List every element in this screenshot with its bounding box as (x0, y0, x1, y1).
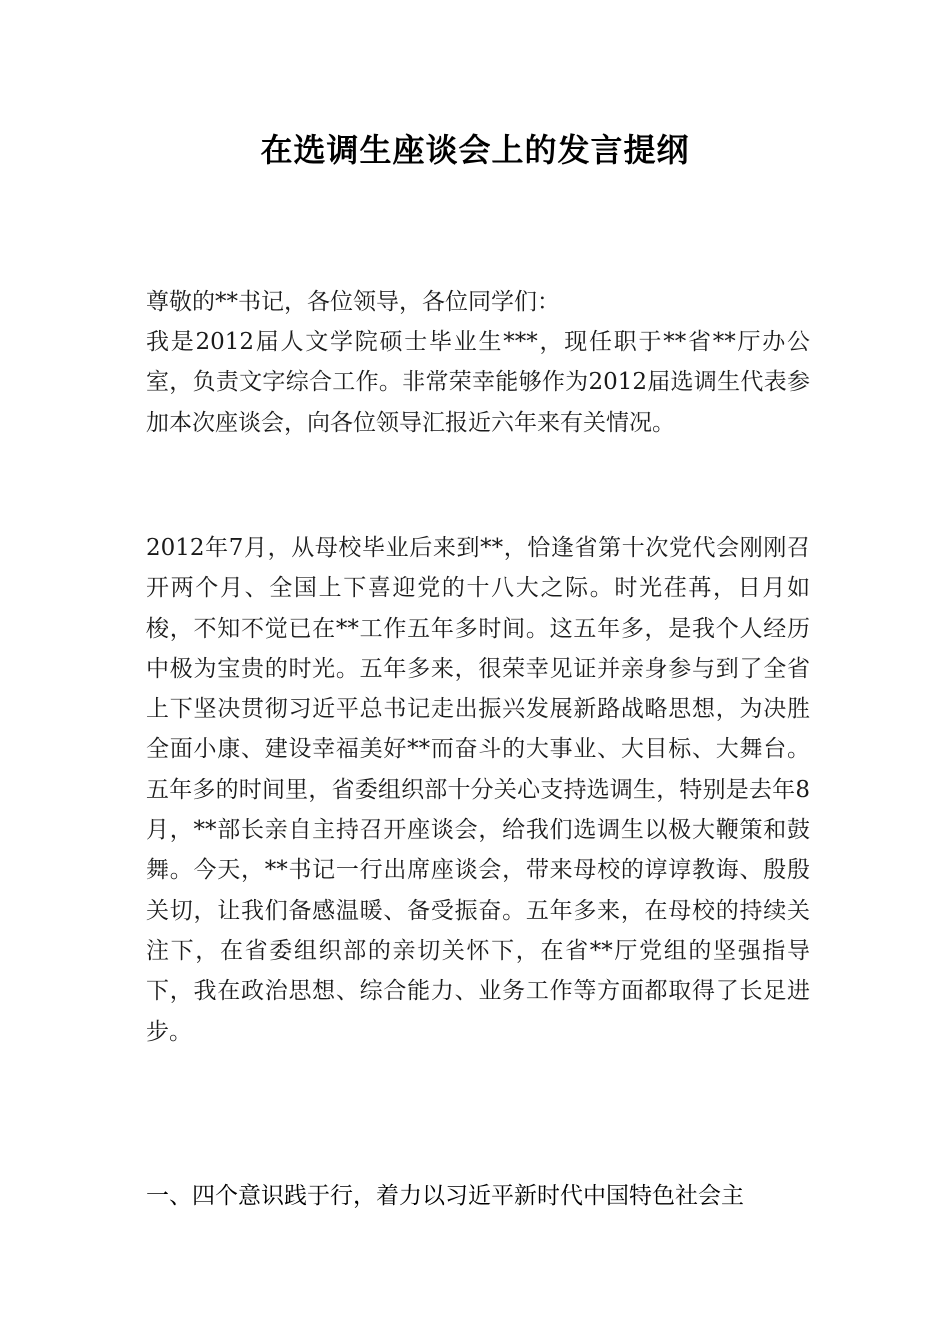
paragraph-intro: 我是2012届人文学院硕士毕业生***，现任职于**省**厅办公室，负责文字综合工作。非常荣幸能够作为2012届选调生代表参加本次座谈会，向各位领导汇报近六年来有关情况。 (146, 329, 810, 436)
salutation: 尊敬的**书记，各位领导，各位同学们： (146, 289, 560, 315)
section-heading: 一、四个意识践于行，着力以习近平新时代中国特色社会主 (146, 1183, 744, 1209)
document-title: 在选调生座谈会上的发言提纲 (260, 131, 690, 169)
paragraph-main: 2012年7月，从母校毕业后来到**，恰逢省第十次党代会刚刚召开两个月、全国上下喜迎党的十八大之际。时光荏苒，日月如梭，不知不觉已在**工作五年多时间。这五年多，是我个人经历中极为宝贵的时光。五年多来，很荣幸见证并亲身参与到了全省上下坚决贯彻习近平总书记走出振兴发展新路战略思想，为决胜全面小康、建设幸福美好**而奋斗的大事业、大目标、大舞台。五年多的时间里，省委组织部十分关心支持选调生，特别是去年8月，**部长亲自主持召开座谈会，给我们选调生以极大鞭策和鼓舞。今天，**书记一行出席座谈会，带来母校的谆谆教诲、殷殷关切，让我们备感温暖、备受振奋。五年多来，在母校的持续关注下，在省委组织部的亲切关怀下，在省**厅党组的坚强指导下，我在政治思想、综合能力、业务工作等方面都取得了长足进步。 (146, 535, 810, 1045)
